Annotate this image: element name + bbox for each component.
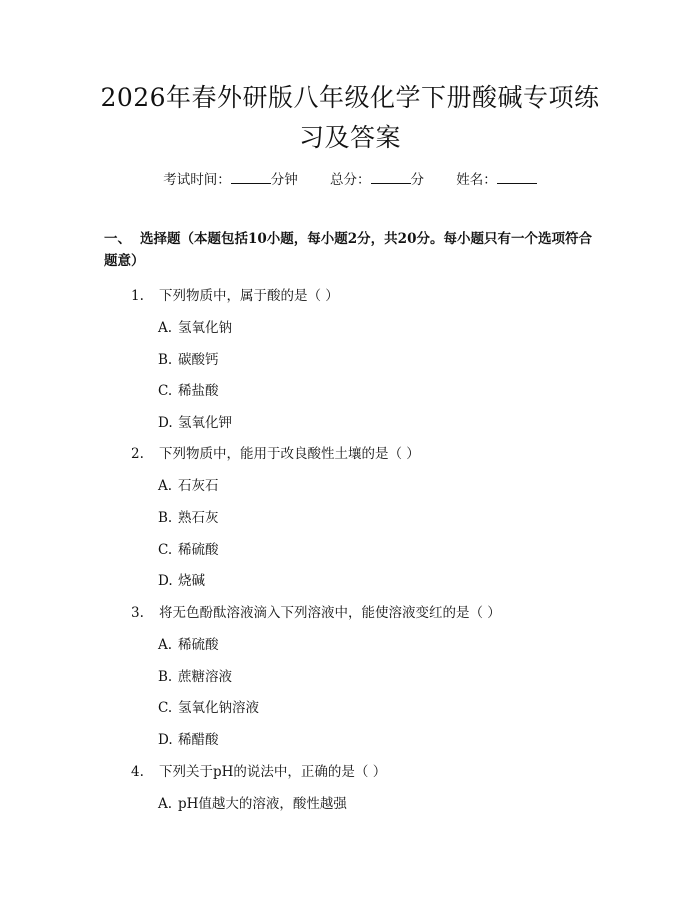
exam-info-line [0, 168, 700, 188]
name-label: 姓名： [456, 172, 497, 188]
exam-time-blank [231, 171, 271, 184]
option-text: pH值越大的溶液，酸性越强 [178, 796, 347, 812]
option-letter: A. [158, 320, 173, 336]
question-3 [131, 601, 501, 621]
option-letter: D. [158, 415, 173, 431]
name-blank [497, 171, 537, 184]
total-score-blank [371, 171, 411, 184]
question-1 [131, 284, 339, 304]
option-text: 稀硫酸 [178, 637, 219, 653]
question-3-option-b [158, 665, 232, 685]
question-text: 下列关于pH的说法中，正确的是（ ） [159, 764, 387, 780]
question-3-option-d [158, 728, 219, 748]
option-text: 稀硫酸 [178, 542, 219, 558]
name-field [456, 168, 537, 188]
exam-time-label: 考试时间： [163, 172, 231, 188]
question-1-option-a [158, 316, 232, 336]
total-score-field [330, 168, 424, 188]
option-letter: B. [158, 510, 173, 526]
option-letter: A. [158, 637, 173, 653]
option-letter: A. [158, 796, 173, 812]
option-text: 碳酸钙 [178, 352, 219, 368]
option-text: 蔗糖溶液 [178, 669, 232, 685]
question-text: 下列物质中，能用于改良酸性土壤的是（ ） [159, 446, 420, 462]
option-text: 石灰石 [178, 478, 219, 494]
question-text: 将无色酚酞溶液滴入下列溶液中，能使溶液变红的是（ ） [159, 605, 501, 621]
question-4-option-a [158, 792, 347, 812]
question-1-option-b [158, 348, 219, 368]
question-3-option-c [158, 696, 259, 716]
question-number: 4. [131, 764, 144, 780]
total-score-label: 总分： [330, 172, 371, 188]
option-text: 氢氧化钾 [178, 415, 232, 431]
option-text: 熟石灰 [178, 510, 219, 526]
option-letter: A. [158, 478, 173, 494]
option-text: 稀盐酸 [178, 383, 219, 399]
option-letter: C. [158, 383, 173, 399]
section-text: 选择题（本题包括10小题，每小题2分，共20分。每小题只有一个选项符合题意） [104, 231, 592, 269]
exam-time-field [163, 168, 298, 188]
option-letter: B. [158, 352, 173, 368]
question-number: 2. [131, 446, 144, 462]
option-text: 氢氧化钠 [178, 320, 232, 336]
question-1-option-d [158, 411, 232, 431]
option-letter: D. [158, 732, 173, 748]
question-2-option-c [158, 538, 219, 558]
question-text: 下列物质中，属于酸的是（ ） [159, 288, 339, 304]
question-1-option-c [158, 379, 219, 399]
question-2 [131, 442, 420, 462]
document-title: 2026年春外研版八年级化学下册酸碱专项练习及答案 [100, 83, 600, 152]
option-letter: D. [158, 573, 173, 589]
section-heading [104, 228, 604, 272]
option-letter: C. [158, 700, 173, 716]
question-number: 3. [131, 605, 144, 621]
question-3-option-a [158, 633, 219, 653]
question-2-option-a [158, 474, 219, 494]
option-text: 稀醋酸 [178, 732, 219, 748]
option-text: 烧碱 [178, 573, 205, 589]
question-number: 1. [131, 288, 144, 304]
question-2-option-b [158, 506, 219, 526]
section-number: 一、 [104, 231, 131, 247]
question-2-option-d [158, 569, 205, 589]
option-text: 氢氧化钠溶液 [178, 700, 259, 716]
exam-time-unit: 分钟 [270, 172, 298, 188]
total-score-unit: 分 [410, 172, 424, 188]
option-letter: C. [158, 542, 173, 558]
question-4 [131, 760, 386, 780]
option-letter: B. [158, 669, 173, 685]
